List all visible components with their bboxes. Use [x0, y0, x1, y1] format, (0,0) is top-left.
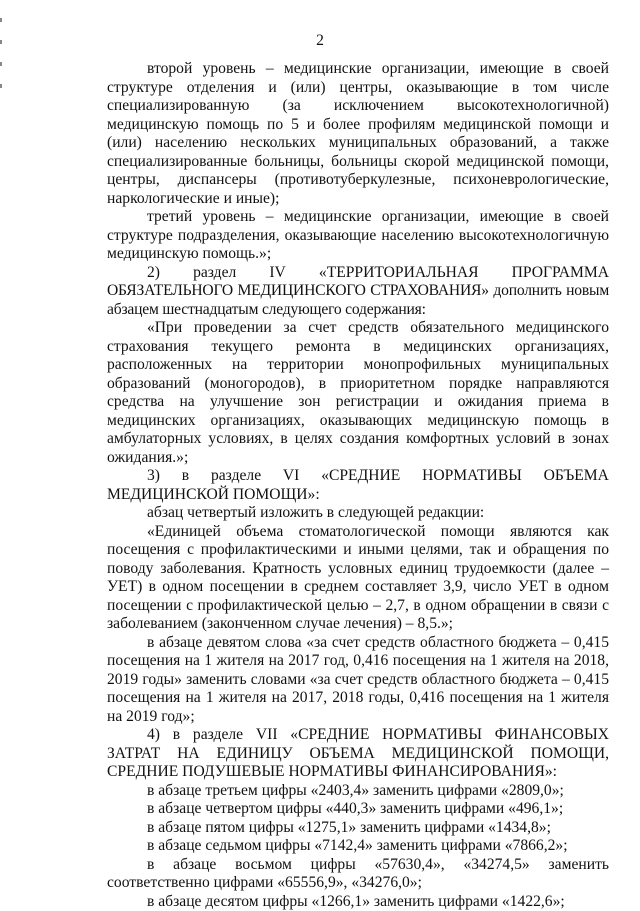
amendment-abzac-3: в абзаце третьем цифры «2403,4» заменить цифрами «2809,0»;	[107, 782, 609, 801]
item-3-title-word-2: НОРМАТИВЫ	[422, 467, 522, 486]
item-3-prep: в	[182, 467, 189, 486]
amendment-abzac-5: в абзаце пятом цифры «1275,1» заменить цифрами «1434,8»;	[107, 819, 609, 838]
paragraph-ninth-abzac: в абзаце девятом слова «за счет средств областного бюджета – 0,415 посещения на 1 жителя на 2017 год, 0,416 посещения на 1 жителя на 2018, 2019 годы» заменить словами «за счет средств областного бюджета – 0,415 посещения на 1 жителя на 2017, 2018 годы, 0,416 посещения на 1 жителя на 2019 год»;	[107, 634, 609, 727]
item-3-heading-line	[107, 467, 609, 486]
document-body	[107, 60, 609, 911]
page-number: 2	[0, 32, 640, 50]
amendment-abzac-8: в абзаце восьмом цифры «57630,4», «34274,5» заменить соответственно цифрами «65556,9», «34276,0»;	[107, 856, 609, 893]
item-3-title-word-3: ОБЪЕМА	[544, 467, 609, 486]
item-3-number: 3)	[147, 467, 160, 486]
item-2-roman: IV	[269, 264, 285, 283]
scan-edge-marks	[0, 0, 2, 905]
amendment-abzac-4: в абзаце четвертом цифры «440,3» заменить цифрами «496,1»;	[107, 800, 609, 819]
item-3	[107, 467, 609, 504]
item-3-title-word-1: «СРЕДНИЕ	[321, 467, 400, 486]
paragraph-third-level: третий уровень – медицинские организации, имеющие в своей структуре подразделения, оказывающие населению высокотехнологичную медицинскую помощь.»;	[107, 208, 609, 264]
item-2-word: раздел	[193, 264, 236, 283]
item-3-text: МЕДИЦИНСКОЙ ПОМОЩИ»:	[107, 486, 609, 505]
paragraph-fourth-abzac: абзац четвертый изложить в следующей редакции:	[107, 504, 609, 523]
item-4-text: 4) в разделе VII «СРЕДНИЕ НОРМАТИВЫ ФИНАНСОВЫХ ЗАТРАТ НА ЕДИНИЦУ ОБЪЕМА МЕДИЦИНСКОЙ ПОМОЩИ, СРЕДНИЕ ПОДУШЕВЫЕ НОРМАТИВЫ ФИНАНСИРОВАНИЯ»:	[107, 726, 609, 782]
paragraph-second-level: второй уровень – медицинские организации, имеющие в своей структуре отделения и (или) центры, оказывающие в том числе специализированную (за исключением высокотехнологичной) медицинскую помощь по 5 и более профилям медицинской помощи и (или) населению нескольких муниципальных образований, а также специализированные больницы, больницы скорой медицинской помощи, центры, диспансеры (противотуберкулезные, психоневрологические, наркологические и иные);	[107, 60, 609, 208]
item-2-title-word-2: ПРОГРАММА	[512, 264, 609, 283]
paragraph-quote-dental: «Единицей объема стоматологической помощи являются как посещения с профилактическими и иными целями, так и обращения по поводу заболевания. Кратность условных единиц трудоемкости (далее – УЕТ) в одном посещении в среднем составляет 3,9, число УЕТ в одном посещении с профилактической целью – 2,7, в одном обращении в связи с заболеванием (законченном случае лечения) – 8,5.»;	[107, 523, 609, 634]
item-2-heading-line	[107, 264, 609, 283]
amendment-abzac-7: в абзаце седьмом цифры «7142,4» заменить цифрами «7866,2»;	[107, 837, 609, 856]
item-2-text: ОБЯЗАТЕЛЬНОГО МЕДИЦИНСКОГО СТРАХОВАНИЯ» дополнить новым абзацем шестнадцатым следующего содержания:	[107, 282, 609, 319]
item-3-word: разделе	[211, 467, 261, 486]
item-2-number: 2)	[147, 264, 160, 283]
amendment-abzac-10: в абзаце десятом цифры «1266,1» заменить цифрами «1422,6»;	[107, 893, 609, 911]
paragraph-quote-repair: «При проведении за счет средств обязательного медицинского страхования текущего ремонта в медицинских организациях, расположенных на территории монопрофильных муниципальных образований (моногородов), в приоритетном порядке направляются средства на улучшение зон регистрации и ожидания приема в медицинских организациях, оказывающих медицинскую помощь в амбулаторных условиях, в целях создания комфортных условий в зонах ожидания.»;	[107, 319, 609, 467]
item-2-title-word-1: «ТЕРРИТОРИАЛЬНАЯ	[319, 264, 479, 283]
item-3-roman: VI	[283, 467, 299, 486]
item-2	[107, 264, 609, 320]
